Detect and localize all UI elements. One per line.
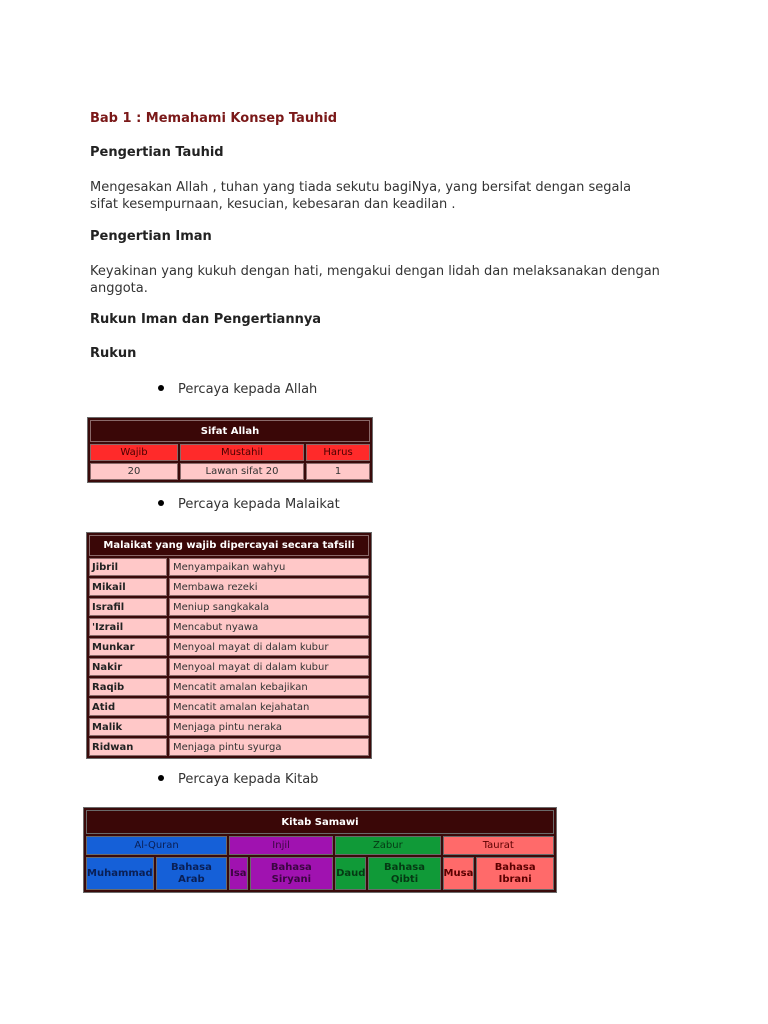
table-row bbox=[89, 578, 369, 596]
table-row bbox=[89, 718, 369, 736]
table-title: Sifat Allah bbox=[90, 420, 370, 442]
malaikat-name: Nakir bbox=[89, 658, 167, 676]
malaikat-duty: Membawa rezeki bbox=[169, 578, 369, 596]
malaikat-duty: Menyampaikan wahyu bbox=[169, 558, 369, 576]
table-title: Malaikat yang wajib dipercayai secara tafsili bbox=[89, 535, 369, 556]
header-harus: Harus bbox=[306, 444, 370, 461]
heading-pengertian-tauhid: Pengertian Tauhid bbox=[90, 145, 224, 160]
table-row bbox=[89, 558, 369, 576]
prophet-muhammad: Muhammad bbox=[86, 857, 154, 890]
malaikat-name: Malik bbox=[89, 718, 167, 736]
malaikat-name: 'Izrail bbox=[89, 618, 167, 636]
bullet-malaikat bbox=[158, 497, 340, 512]
kitab-name-zabur: Zabur bbox=[335, 836, 440, 855]
kitab-name-quran: Al-Quran bbox=[86, 836, 227, 855]
heading-rukun-iman: Rukun Iman dan Pengertiannya bbox=[90, 312, 322, 327]
heading-rukun: Rukun bbox=[90, 346, 137, 361]
bullet-dot-icon bbox=[158, 775, 164, 781]
bullet-dot-icon bbox=[158, 500, 164, 506]
table-row bbox=[89, 598, 369, 616]
bullet-kitab bbox=[158, 772, 318, 787]
language-siryani: Bahasa Siryani bbox=[250, 857, 334, 890]
table-row bbox=[89, 678, 369, 696]
malaikat-name: Jibril bbox=[89, 558, 167, 576]
malaikat-duty: Menjaga pintu neraka bbox=[169, 718, 369, 736]
malaikat-name: Ridwan bbox=[89, 738, 167, 756]
malaikat-duty: Menjaga pintu syurga bbox=[169, 738, 369, 756]
malaikat-table bbox=[86, 532, 372, 759]
malaikat-duty: Meniup sangkakala bbox=[169, 598, 369, 616]
header-wajib: Wajib bbox=[90, 444, 178, 461]
bullet-text: Percaya kepada Kitab bbox=[178, 772, 319, 787]
language-ibrani: Bahasa Ibrani bbox=[476, 857, 554, 890]
kitab-name-taurat: Taurat bbox=[443, 836, 554, 855]
malaikat-duty: Menyoal mayat di dalam kubur bbox=[169, 658, 369, 676]
kitab-name-injil: Injil bbox=[229, 836, 333, 855]
malaikat-duty: Mencabut nyawa bbox=[169, 618, 369, 636]
language-arab: Bahasa Arab bbox=[156, 857, 227, 890]
bullet-dot-icon bbox=[158, 385, 164, 391]
table-row bbox=[89, 698, 369, 716]
language-qibti: Bahasa Qibti bbox=[368, 857, 440, 890]
paragraph-tauhid: Mengesakan Allah , tuhan yang tiada sekutu bagiNya, yang bersifat dengan segala sifat kesempurnaan, kesucian, kebesaran dan keadilan . bbox=[90, 180, 632, 212]
malaikat-name: Mikail bbox=[89, 578, 167, 596]
table-row bbox=[89, 738, 369, 756]
malaikat-name: Atid bbox=[89, 698, 167, 716]
sifat-allah-table bbox=[87, 417, 373, 483]
malaikat-duty: Mencatit amalan kebajikan bbox=[169, 678, 369, 696]
malaikat-name: Raqib bbox=[89, 678, 167, 696]
malaikat-duty: Mencatit amalan kejahatan bbox=[169, 698, 369, 716]
prophet-musa: Musa bbox=[443, 857, 475, 890]
kitab-samawi-table bbox=[83, 807, 557, 893]
value-harus: 1 bbox=[306, 463, 370, 480]
value-mustahil: Lawan sifat 20 bbox=[180, 463, 304, 480]
chapter-title: Bab 1 : Memahami Konsep Tauhid bbox=[90, 111, 338, 126]
malaikat-name: Israfil bbox=[89, 598, 167, 616]
table-row bbox=[89, 638, 369, 656]
table-title: Kitab Samawi bbox=[86, 810, 554, 834]
malaikat-name: Munkar bbox=[89, 638, 167, 656]
table-row bbox=[89, 658, 369, 676]
table-row bbox=[89, 618, 369, 636]
prophet-daud: Daud bbox=[335, 857, 366, 890]
heading-pengertian-iman: Pengertian Iman bbox=[90, 229, 212, 244]
value-wajib: 20 bbox=[90, 463, 178, 480]
bullet-text: Percaya kepada Allah bbox=[178, 382, 318, 397]
bullet-allah bbox=[158, 382, 317, 397]
header-mustahil: Mustahil bbox=[180, 444, 304, 461]
paragraph-iman: Keyakinan yang kukuh dengan hati, mengakui dengan lidah dan melaksanakan dengan anggota. bbox=[90, 264, 660, 296]
bullet-text: Percaya kepada Malaikat bbox=[178, 497, 340, 512]
prophet-isa: Isa bbox=[229, 857, 247, 890]
malaikat-duty: Menyoal mayat di dalam kubur bbox=[169, 638, 369, 656]
